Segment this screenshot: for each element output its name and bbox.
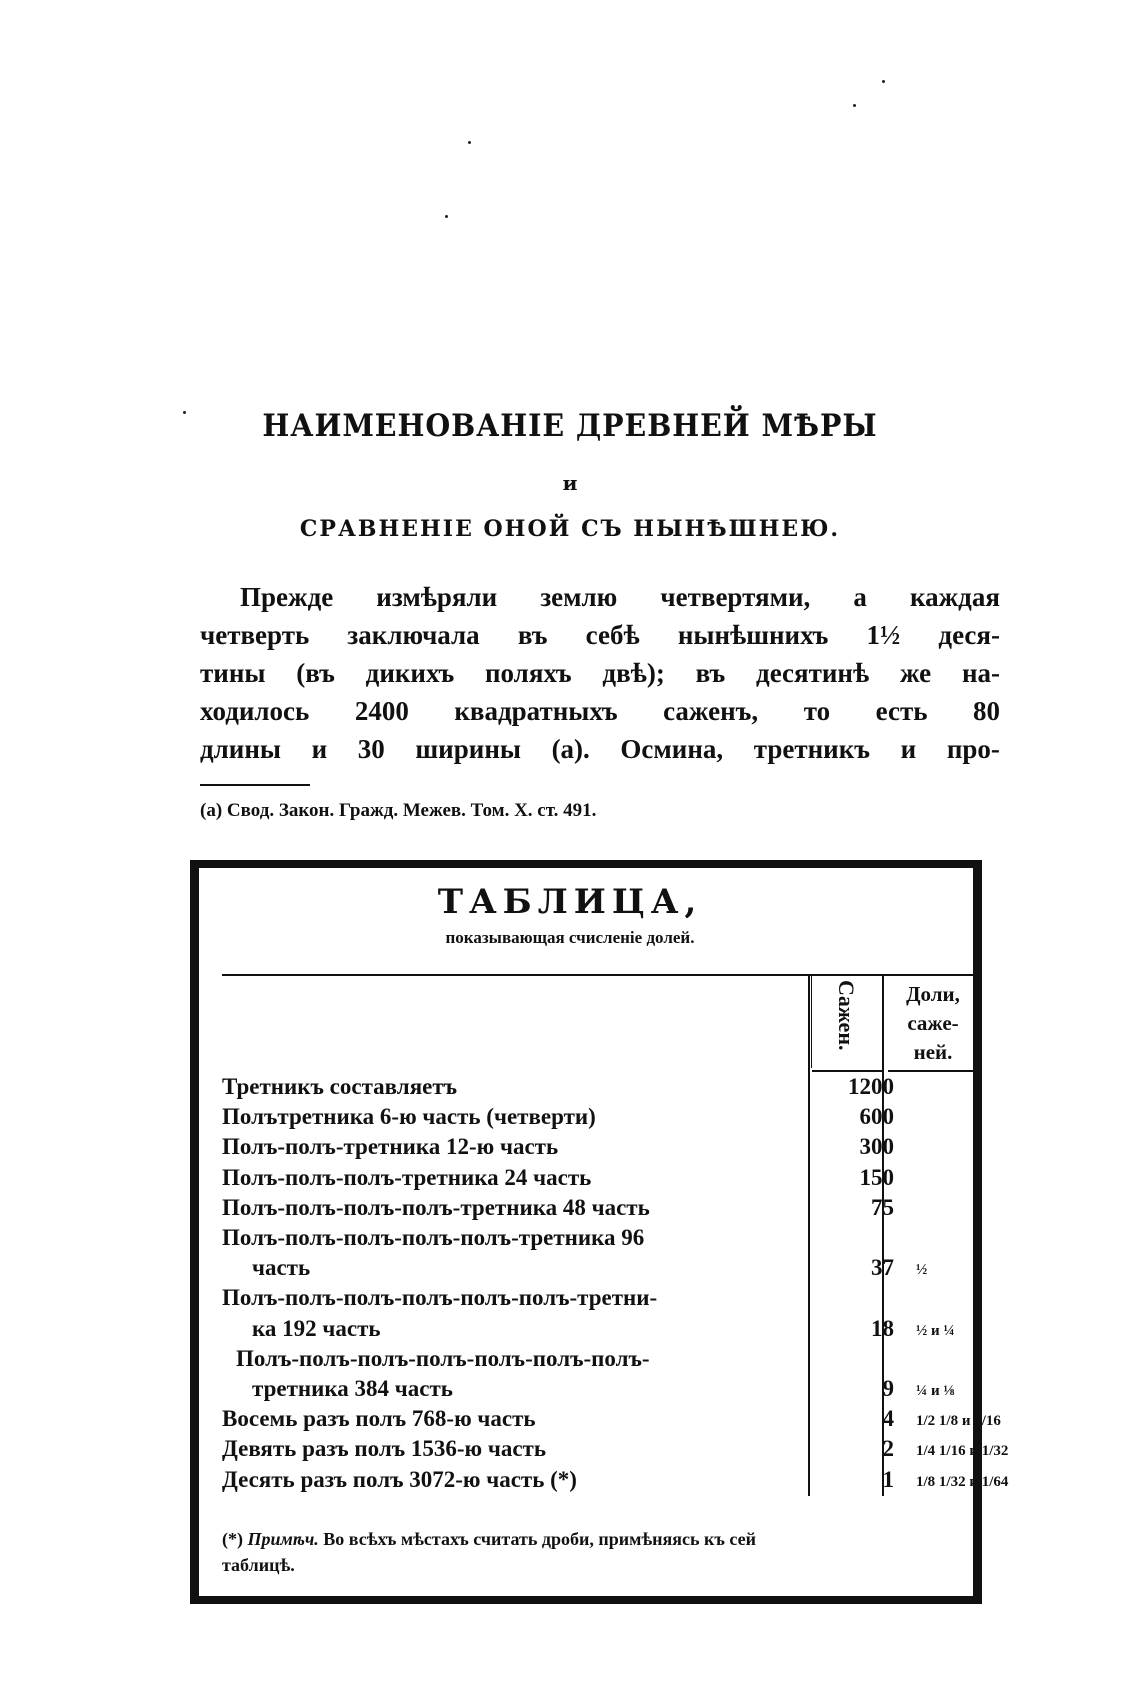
paragraph-line	[200, 734, 1000, 765]
column-header-rule	[812, 1070, 882, 1072]
footnote: (а) Свод. Закон. Гражд. Межев. Том. X. ст. 491.	[200, 800, 597, 821]
paragraph-word: четверть	[200, 620, 310, 650]
paragraph-word: тины	[200, 658, 266, 688]
paragraph-word: Прежде	[240, 582, 334, 612]
row-fraction-value: ½	[916, 1262, 928, 1279]
row-label: Полъ-полъ-полъ-третника 24 часть	[222, 1164, 592, 1190]
note-mark: (*)	[222, 1529, 243, 1549]
paragraph-word: то	[803, 696, 831, 726]
column-header-doli-line: ней.	[913, 1040, 953, 1064]
paper-speck	[853, 104, 856, 107]
paragraph-word: ходилось	[200, 696, 310, 726]
row-fraction-value: ¼ и ⅛	[916, 1383, 955, 1399]
page-title: НАИМЕНОВАНІЕ ДРЕВНЕЙ МѢРЫ	[262, 408, 878, 444]
paragraph-word: квадратныхъ	[454, 696, 618, 726]
paragraph-word: Осмина,	[620, 734, 724, 764]
row-sazhen-value: 9	[882, 1376, 894, 1401]
column-header-doli-line: саже-	[907, 1011, 959, 1035]
paragraph-word: 30	[357, 734, 385, 764]
row-label: ка 192 часть	[252, 1315, 381, 1341]
row-fraction-value: 1/2 1/8 и 1/16	[916, 1413, 1001, 1430]
row-fraction-value: 1/4 1/16 и 1/32	[916, 1443, 1009, 1460]
paragraph-word: въ	[695, 658, 726, 688]
heading-conjunction: и	[562, 471, 578, 495]
paragraph-word: въ	[517, 620, 548, 650]
note-text: Во всѣхъ мѣстахъ считать дроби, примѣняясь къ сей таблицѣ.	[222, 1529, 756, 1575]
note-label: Примѣч.	[247, 1529, 319, 1549]
row-sazhen-value: 75	[871, 1194, 894, 1220]
column-divider	[811, 976, 812, 1068]
paragraph-word: ширины	[415, 734, 521, 764]
paragraph-word: землю	[540, 582, 618, 612]
paragraph-word: 2400	[354, 696, 409, 726]
row-label: Девять разъ полъ 1536-ю часть	[222, 1436, 547, 1462]
paragraph-line	[240, 582, 1000, 613]
table-note	[222, 1526, 782, 1578]
paragraph-word: а	[853, 582, 867, 612]
row-sazhen-value: 600	[859, 1104, 894, 1130]
paragraph-word: есть	[875, 696, 928, 726]
page-subtitle: СРАВНЕНІЕ ОНОЙ СЪ НЫНѢШНЕЮ.	[299, 516, 841, 542]
paragraph-word: и	[900, 734, 917, 764]
row-label: Полъ-полъ-полъ-полъ-полъ-полъ-третни-	[222, 1285, 658, 1311]
row-sazhen-value: 37	[871, 1255, 894, 1281]
row-label: Полъ-полъ-полъ-полъ-полъ-третника 96	[222, 1225, 645, 1250]
paragraph-word: деся-	[938, 620, 1000, 650]
paragraph-line	[200, 620, 1000, 651]
paragraph-line	[200, 658, 1000, 689]
paragraph-word: же	[899, 658, 932, 688]
paragraph-word: четвертями,	[660, 582, 811, 612]
paragraph-word: про-	[946, 734, 1000, 764]
column-header-rule	[888, 1070, 977, 1072]
row-sazhen-value: 4	[882, 1406, 894, 1432]
table-subtitle: показывающая счисленіе долей.	[445, 928, 695, 947]
paragraph-word: третникъ	[753, 734, 871, 764]
paper-speck	[468, 141, 471, 144]
row-label: часть	[252, 1255, 311, 1281]
row-label: Третникъ составляетъ	[222, 1074, 458, 1099]
row-fraction-value: ½ и ¼	[916, 1322, 955, 1339]
table-title: ТАБЛИЦА,	[437, 882, 703, 922]
row-sazhen-value: 150	[859, 1164, 894, 1190]
paragraph-word: поляхъ	[484, 658, 572, 688]
footnote-rule	[200, 784, 310, 786]
row-label: Восемь разъ полъ 768-ю часть	[222, 1406, 536, 1432]
paragraph-word: саженъ,	[663, 696, 759, 726]
row-fraction-value: 1/8 1/32 и 1/64	[916, 1473, 1009, 1490]
table-header-rule	[222, 974, 977, 976]
paragraph-word: нынѣшнихъ	[677, 620, 829, 650]
row-label: Полъ-полъ-третника 12-ю часть	[222, 1134, 559, 1160]
row-label: третника 384 часть	[252, 1376, 453, 1401]
paragraph-word: десятинѣ	[756, 658, 870, 688]
paragraph-line	[200, 696, 1000, 727]
paper-speck	[183, 411, 186, 414]
paragraph-word: двѣ);	[602, 658, 665, 688]
paragraph-word: длины	[200, 734, 281, 764]
paragraph-word: и	[311, 734, 328, 764]
row-label: Полътретника 6-ю часть (четверти)	[222, 1104, 596, 1130]
column-header-doli-line: Доли,	[906, 982, 960, 1006]
paragraph-word: на-	[961, 658, 1000, 688]
paragraph-word: 1½	[866, 620, 901, 650]
row-sazhen-value: 1200	[848, 1074, 894, 1099]
row-label: Десять разъ полъ 3072-ю часть (*)	[222, 1466, 577, 1492]
column-header-doli	[892, 980, 974, 1067]
row-label: Полъ-полъ-полъ-полъ-полъ-полъ-полъ-	[236, 1345, 650, 1371]
row-sazhen-value: 300	[859, 1134, 894, 1160]
paragraph-word: себѣ	[585, 620, 640, 650]
paragraph-word: (въ	[296, 658, 335, 688]
paper-speck	[882, 80, 885, 83]
row-sazhen-value: 2	[882, 1436, 894, 1462]
column-header-sazhen: Сажен.	[834, 980, 859, 1051]
row-sazhen-value: 1	[882, 1466, 894, 1492]
paragraph-word: каждая	[909, 582, 1000, 612]
row-sazhen-value: 18	[871, 1315, 894, 1341]
paragraph-word: (а).	[551, 734, 590, 764]
row-label: Полъ-полъ-полъ-полъ-третника 48 часть	[222, 1194, 650, 1220]
paragraph-word: дикихъ	[365, 658, 455, 688]
paragraph-word: измѣряли	[376, 582, 498, 612]
paragraph-word: заключала	[347, 620, 480, 650]
paper-speck	[445, 215, 448, 218]
paragraph-word: 80	[973, 696, 1000, 726]
